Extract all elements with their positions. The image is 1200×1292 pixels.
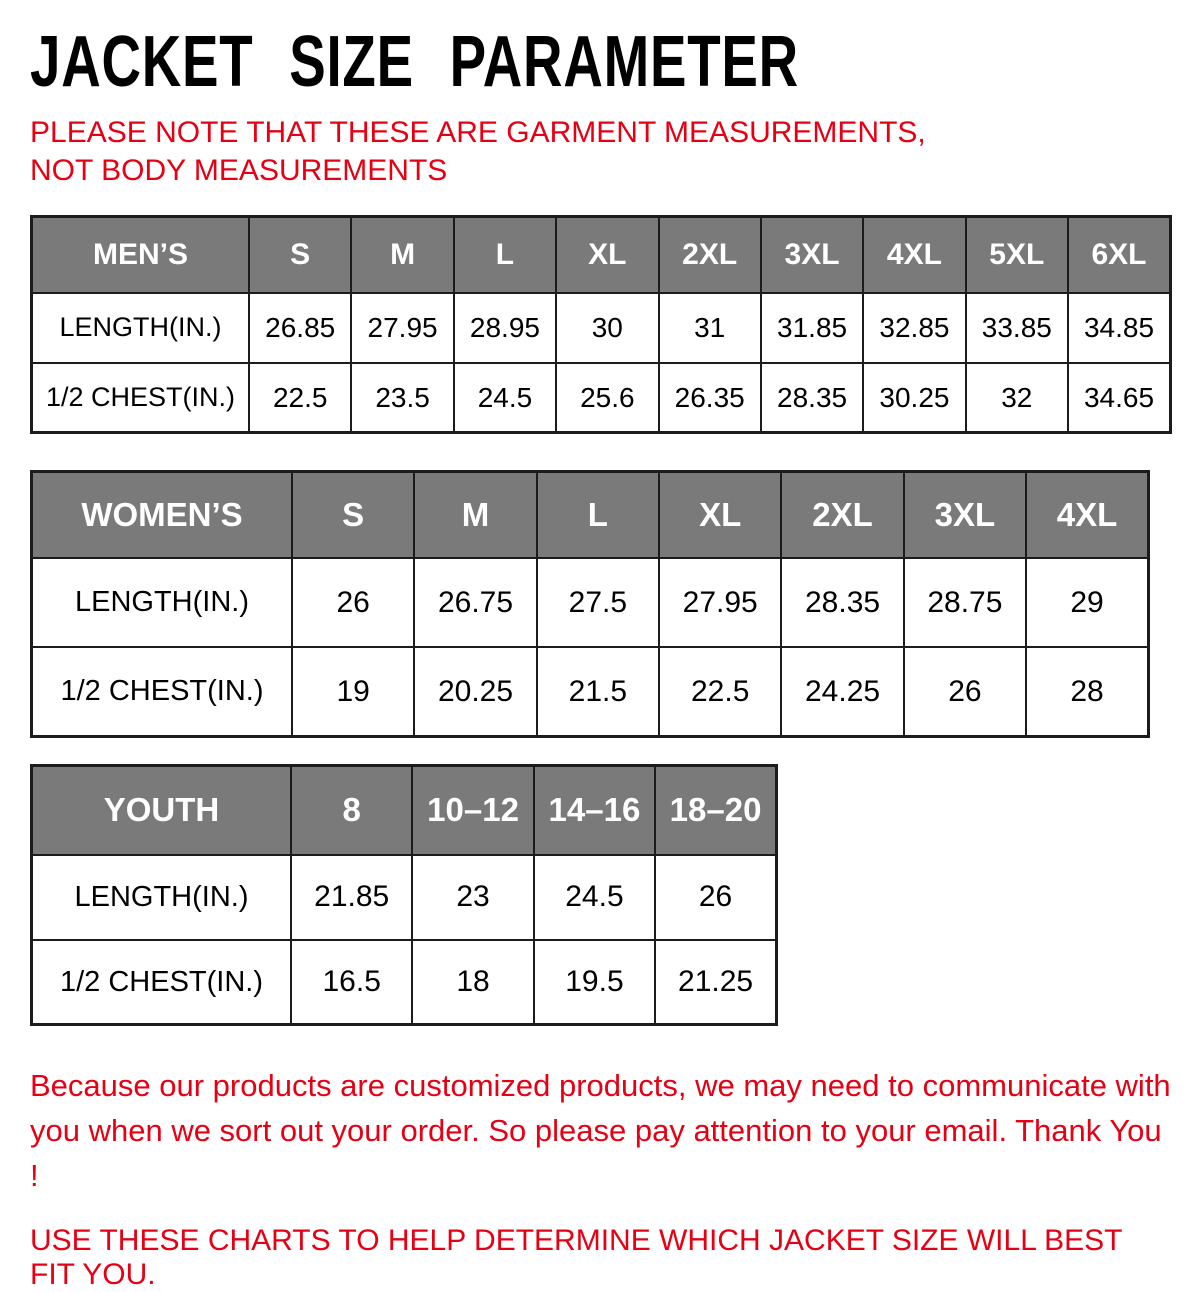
womens-size-table-body [32, 558, 1149, 736]
table-title-cell: WOMEN’S [32, 472, 293, 559]
size-header-cell: 2XL [781, 472, 903, 559]
size-header-cell: 2XL [659, 216, 761, 293]
mens-size-table [30, 215, 1172, 435]
size-header-cell: 6XL [1068, 216, 1171, 293]
measurement-cell: 33.85 [966, 293, 1068, 363]
measurement-cell: 26 [292, 558, 414, 647]
row-label-cell: LENGTH(IN.) [32, 293, 250, 363]
measurement-cell: 21.25 [655, 940, 776, 1025]
measurement-cell: 18 [412, 940, 533, 1025]
table-row [32, 647, 1149, 736]
mens-size-table-body [32, 293, 1171, 433]
size-header-cell: 3XL [904, 472, 1026, 559]
youth-size-table-header [32, 765, 777, 855]
measurement-cell: 25.6 [556, 363, 658, 433]
measurement-cell: 26.35 [659, 363, 761, 433]
table-row [32, 940, 777, 1025]
measurement-cell: 28.75 [904, 558, 1026, 647]
size-header-cell: M [351, 216, 453, 293]
measurement-cell: 30.25 [863, 363, 965, 433]
size-header-cell: 10–12 [412, 765, 533, 855]
chart-usage-instruction: USE THESE CHARTS TO HELP DETERMINE WHICH JACKET SIZE WILL BEST FIT YOU. [30, 1224, 1122, 1292]
garment-measurement-note: PLEASE NOTE THAT THESE ARE GARMENT MEASUREMENTS, NOT BODY MEASUREMENTS [30, 116, 926, 188]
measurement-cell: 32 [966, 363, 1068, 433]
measurement-cell: 27.95 [659, 558, 781, 647]
header-row [32, 765, 777, 855]
measurement-cell: 24.5 [534, 855, 655, 940]
size-header-cell: 8 [291, 765, 412, 855]
measurement-cell: 21.5 [537, 647, 659, 736]
size-header-cell: L [537, 472, 659, 559]
size-header-cell: XL [659, 472, 781, 559]
measurement-cell: 31.85 [761, 293, 863, 363]
measurement-cell: 31 [659, 293, 761, 363]
table-row [32, 363, 1171, 433]
size-header-cell: 5XL [966, 216, 1068, 293]
measurement-cell: 34.65 [1068, 363, 1171, 433]
header-row [32, 216, 1171, 293]
header-row [32, 472, 1149, 559]
measurement-cell: 22.5 [659, 647, 781, 736]
measurement-cell: 28.35 [781, 558, 903, 647]
row-label-cell: 1/2 CHEST(IN.) [32, 940, 292, 1025]
size-header-cell: S [292, 472, 414, 559]
measurement-cell: 19 [292, 647, 414, 736]
row-label-cell: 1/2 CHEST(IN.) [32, 363, 250, 433]
measurement-cell: 23.5 [351, 363, 453, 433]
measurement-cell: 28 [1026, 647, 1148, 736]
womens-size-table [30, 470, 1150, 738]
measurement-cell: 30 [556, 293, 658, 363]
size-header-cell: 3XL [761, 216, 863, 293]
measurement-cell: 22.5 [249, 363, 351, 433]
measurement-cell: 26 [904, 647, 1026, 736]
size-header-cell: 14–16 [534, 765, 655, 855]
measurement-cell: 26 [655, 855, 776, 940]
measurement-cell: 27.5 [537, 558, 659, 647]
table-row [32, 293, 1171, 363]
mens-size-table-header [32, 216, 1171, 293]
row-label-cell: LENGTH(IN.) [32, 558, 293, 647]
table-title-cell: YOUTH [32, 765, 292, 855]
measurement-cell: 19.5 [534, 940, 655, 1025]
measurement-cell: 28.35 [761, 363, 863, 433]
measurement-cell: 28.95 [454, 293, 556, 363]
measurement-cell: 24.5 [454, 363, 556, 433]
size-header-cell: 4XL [1026, 472, 1148, 559]
measurement-cell: 16.5 [291, 940, 412, 1025]
measurement-cell: 21.85 [291, 855, 412, 940]
table-title-cell: MEN’S [32, 216, 250, 293]
measurement-cell: 26.85 [249, 293, 351, 363]
youth-size-table [30, 764, 778, 1027]
customization-notice: Because our products are customized products, we may need to communicate with you when we sort out your order. So please pay attention to your email. Thank You ! [30, 1068, 1171, 1193]
measurement-cell: 29 [1026, 558, 1148, 647]
womens-size-table-header [32, 472, 1149, 559]
measurement-cell: 24.25 [781, 647, 903, 736]
measurement-cell: 26.75 [414, 558, 536, 647]
size-header-cell: S [249, 216, 351, 293]
measurement-cell: 32.85 [863, 293, 965, 363]
table-row [32, 558, 1149, 647]
table-row [32, 855, 777, 940]
size-header-cell: XL [556, 216, 658, 293]
size-header-cell: 4XL [863, 216, 965, 293]
row-label-cell: LENGTH(IN.) [32, 855, 292, 940]
youth-size-table-body [32, 855, 777, 1025]
size-header-cell: M [414, 472, 536, 559]
measurement-cell: 34.85 [1068, 293, 1171, 363]
measurement-cell: 27.95 [351, 293, 453, 363]
size-header-cell: L [454, 216, 556, 293]
measurement-cell: 20.25 [414, 647, 536, 736]
row-label-cell: 1/2 CHEST(IN.) [32, 647, 293, 736]
measurement-cell: 23 [412, 855, 533, 940]
page-title: JACKET SIZE PARAMETER [30, 22, 799, 102]
size-header-cell: 18–20 [655, 765, 776, 855]
